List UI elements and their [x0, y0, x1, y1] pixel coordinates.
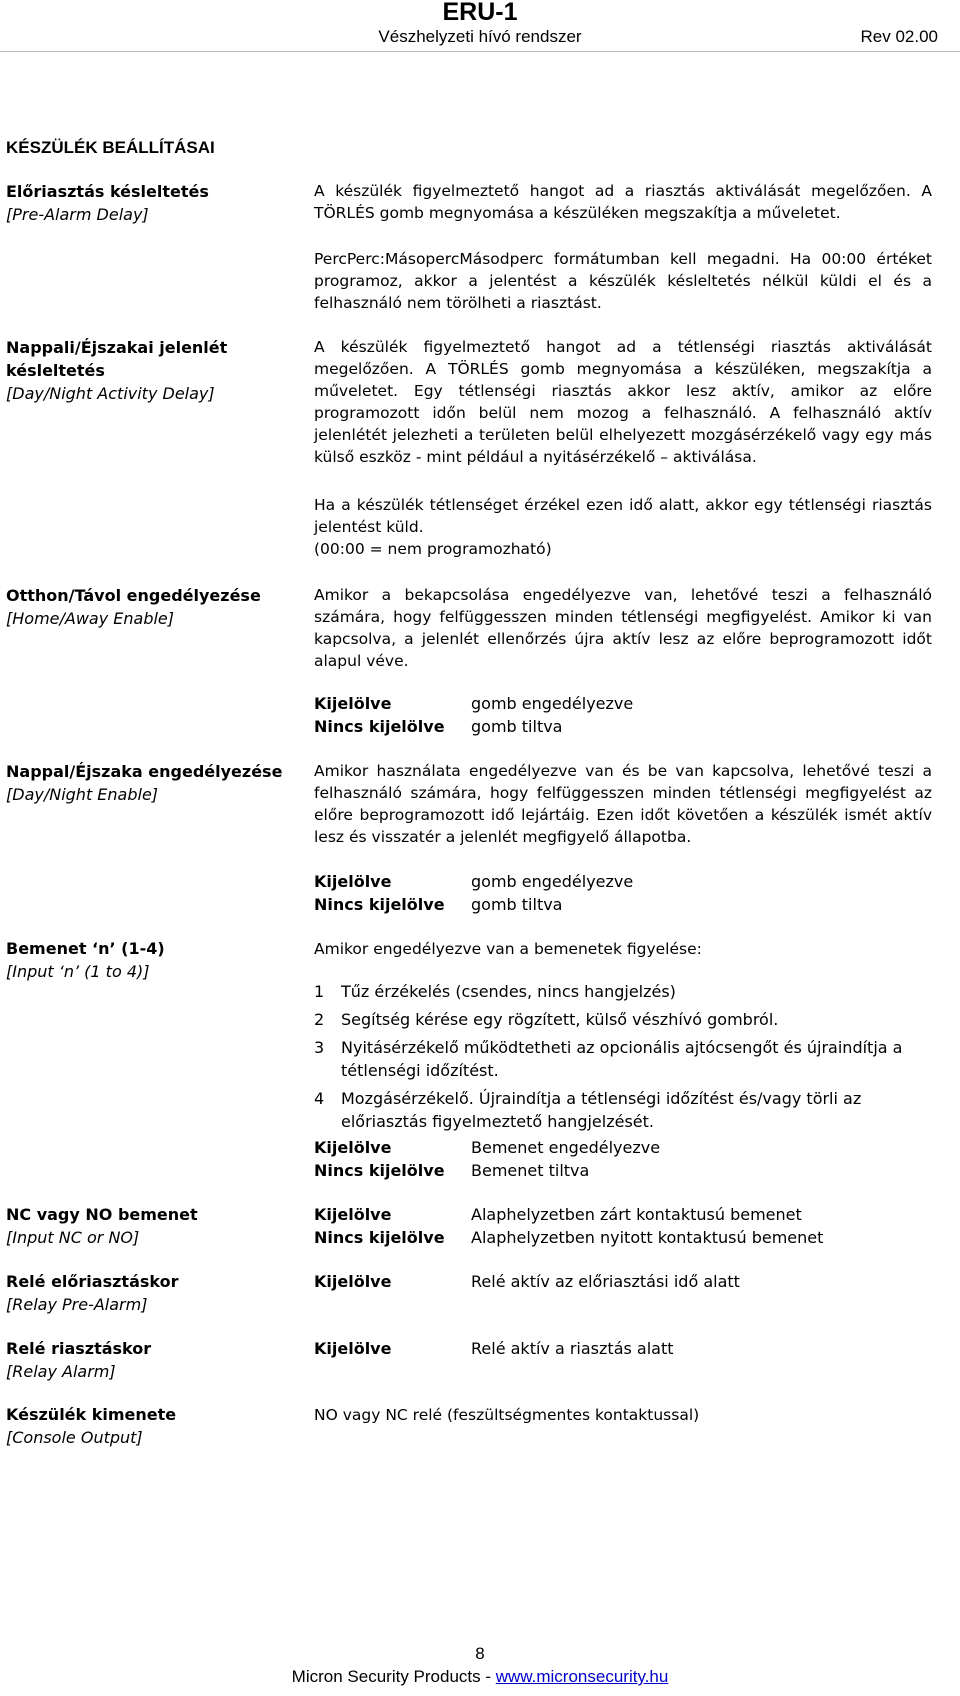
setting-name: Nappali/Éjszakai jelenlét késleltetés — [6, 338, 228, 380]
input-type-list — [314, 980, 944, 1138]
setting-name: Előriasztás késleltetés — [6, 182, 209, 201]
setting-name: NC vagy NO bemenet — [6, 1205, 198, 1224]
options-relay-pre-alarm — [314, 1270, 954, 1293]
setting-desc-day-night-enable — [314, 760, 932, 848]
setting-name-en: [Input NC or NO] — [6, 1228, 140, 1247]
option-key: Nincs kijelölve — [314, 895, 445, 914]
options-nc-no — [314, 1203, 954, 1249]
option-value: Bemenet engedélyezve — [471, 1138, 661, 1157]
setting-label-nc-no — [6, 1203, 296, 1249]
paragraph: A készülék figyelmeztető hangot ad a tétlenségi riasztás aktiválását megelőzően. A TÖRLÉS gomb megnyomása a készüléken, megszakítja a műveletet. Egy tétlenségi riasztás akkor lesz aktív, amikor az előre programozott időn belül nem mozog a felhasználó. A felhasználó aktív jelenlétét jelezheti a területen belül elhelyezett mozgásérzékelő vagy egy más külső eszköz - mint például a nyitásérzékelő – aktiválása. — [314, 338, 932, 466]
option-key: Nincs kijelölve — [314, 1161, 445, 1180]
option-value: Relé aktív a riasztás alatt — [471, 1339, 674, 1358]
setting-label-input-n — [6, 937, 296, 983]
option-row — [314, 1270, 954, 1293]
option-row — [314, 1136, 954, 1159]
option-value: Alaphelyzetben nyitott kontaktusú bemenet — [471, 1228, 824, 1247]
setting-desc-input-n — [314, 938, 932, 960]
option-value: Bemenet tiltva — [471, 1161, 590, 1180]
option-value: gomb engedélyezve — [471, 694, 634, 713]
setting-name: Készülék kimenete — [6, 1405, 177, 1424]
header-divider — [0, 51, 960, 52]
website-link[interactable]: www.micronsecurity.hu — [495, 1667, 669, 1686]
options-day-night-enable — [314, 870, 954, 916]
list-text: Mozgásérzékelő. Újraindítja a tétlenségi időzítést és/vagy törli az előriasztás figyelmeztető hangjelzését. — [341, 1089, 862, 1131]
paragraph: Ha a készülék tétlenséget érzékel ezen idő alatt, akkor egy tétlenségi riasztás jelentést küld. — [314, 496, 932, 536]
option-row — [314, 1226, 954, 1249]
setting-label-relay-pre-alarm — [6, 1270, 296, 1316]
paragraph: NO vagy NC relé (feszültségmentes kontaktussal) — [314, 1406, 700, 1424]
setting-label-pre-alarm — [6, 180, 296, 226]
paragraph: A készülék figyelmeztető hangot ad a riasztás aktiválását megelőzően. A TÖRLÉS gomb megnyomása a készüléken megszakítja a műveletet. — [314, 182, 932, 222]
option-key: Nincs kijelölve — [314, 1228, 445, 1247]
option-key: Nincs kijelölve — [314, 717, 445, 736]
option-value: Alaphelyzetben zárt kontaktusú bemenet — [471, 1205, 802, 1224]
setting-label-console-output — [6, 1403, 296, 1449]
page-number: 8 — [475, 1644, 485, 1663]
setting-name: Otthon/Távol engedélyezése — [6, 586, 261, 605]
setting-name-en: [Day/Night Enable] — [6, 785, 159, 804]
list-text: Segítség kérése egy rögzített, külső vészhívó gombról. — [341, 1010, 779, 1029]
option-row — [314, 715, 954, 738]
section-heading: KÉSZÜLÉK BEÁLLÍTÁSAI — [6, 138, 215, 157]
option-row — [314, 1203, 954, 1226]
document-revision: Rev 02.00 — [860, 27, 938, 46]
setting-name: Nappal/Éjszaka engedélyezése — [6, 762, 283, 781]
option-key: Kijelölve — [314, 1272, 392, 1291]
setting-label-relay-alarm — [6, 1337, 296, 1383]
options-home-away — [314, 692, 954, 738]
footer — [0, 1667, 960, 1687]
setting-name-en: [Input ‘n’ (1 to 4)] — [6, 962, 150, 981]
list-text: Tűz érzékelés (csendes, nincs hangjelzés) — [341, 982, 676, 1001]
option-row — [314, 1337, 954, 1360]
option-value: gomb tiltva — [471, 717, 563, 736]
setting-name-en: [Console Output] — [6, 1428, 143, 1447]
setting-label-day-night-activity — [6, 336, 296, 405]
paragraph: Amikor engedélyezve van a bemenetek figyelése: — [314, 940, 702, 958]
setting-name: Relé riasztáskor — [6, 1339, 152, 1358]
setting-name-en: [Relay Pre-Alarm] — [6, 1295, 148, 1314]
option-value: Relé aktív az előriasztási idő alatt — [471, 1272, 740, 1291]
list-item — [314, 1087, 944, 1133]
list-item — [314, 1008, 944, 1031]
option-key: Kijelölve — [314, 1138, 392, 1157]
option-row — [314, 1159, 954, 1182]
option-row — [314, 870, 954, 893]
setting-desc-console-output — [314, 1404, 932, 1426]
setting-desc-pre-alarm-format — [314, 248, 932, 314]
page-header — [0, 0, 960, 52]
list-item — [314, 980, 944, 1003]
setting-name-en: [Pre-Alarm Delay] — [6, 205, 149, 224]
option-value: gomb engedélyezve — [471, 872, 634, 891]
setting-desc-day-night-activity — [314, 336, 932, 468]
option-key: Kijelölve — [314, 1339, 392, 1358]
list-text: Nyitásérzékelő működtetheti az opcionális ajtócsengőt és újraindítja a tétlenségi időzítést. — [341, 1038, 903, 1080]
list-number: 3 — [314, 1038, 325, 1057]
options-input-n — [314, 1136, 954, 1182]
paragraph: Amikor a bekapcsolása engedélyezve van, lehetővé teszi a felhasználó számára, hogy felfüggesszen minden tétlenségi megfigyelést. Amikor ki van kapcsolva, a jelenlét ellenőrzés újra aktív lesz az előre beprogramozott időt alapul véve. — [314, 586, 932, 670]
setting-name-en: [Relay Alarm] — [6, 1362, 116, 1381]
option-key: Kijelölve — [314, 1205, 392, 1224]
paragraph: PercPerc:MásopercMásodperc formátumban kell megadni. Ha 00:00 értéket programoz, akkor a jelentést a készülék késleltetés nélkül küldi el és a felhasználó nem törölheti a riasztást. — [314, 250, 932, 312]
option-row — [314, 692, 954, 715]
setting-desc-pre-alarm — [314, 180, 932, 224]
document-subtitle: Vészhelyzeti hívó rendszer — [378, 27, 582, 46]
options-relay-alarm — [314, 1337, 954, 1360]
setting-desc-home-away — [314, 584, 932, 672]
list-number: 4 — [314, 1089, 325, 1108]
list-item — [314, 1036, 944, 1082]
setting-desc-day-night-activity-report — [314, 494, 932, 560]
document-title: ERU-1 — [442, 0, 518, 26]
option-value: gomb tiltva — [471, 895, 563, 914]
setting-name-en: [Home/Away Enable] — [6, 609, 175, 628]
setting-name-en: [Day/Night Activity Delay] — [6, 384, 215, 403]
setting-label-home-away — [6, 584, 296, 630]
option-key: Kijelölve — [314, 872, 392, 891]
paragraph: Amikor használata engedélyezve van és be van kapcsolva, lehetővé teszi a felhasználó számára, hogy felfüggesszen minden tétlenségi megfigyelést az előre beprogramozott idő lejártáig. Ezen időt követően a készülék ismét aktív lesz és visszatér a jelenlét megfigyelő állapotba. — [314, 762, 932, 846]
setting-name: Relé előriasztáskor — [6, 1272, 179, 1291]
list-number: 1 — [314, 982, 325, 1001]
setting-name: Bemenet ‘n’ (1-4) — [6, 939, 165, 958]
paragraph: (00:00 = nem programozható) — [314, 540, 552, 558]
list-number: 2 — [314, 1010, 325, 1029]
setting-label-day-night-enable — [6, 760, 296, 806]
option-row — [314, 893, 954, 916]
footer-company: Micron Security Products - — [291, 1667, 492, 1686]
option-key: Kijelölve — [314, 694, 392, 713]
